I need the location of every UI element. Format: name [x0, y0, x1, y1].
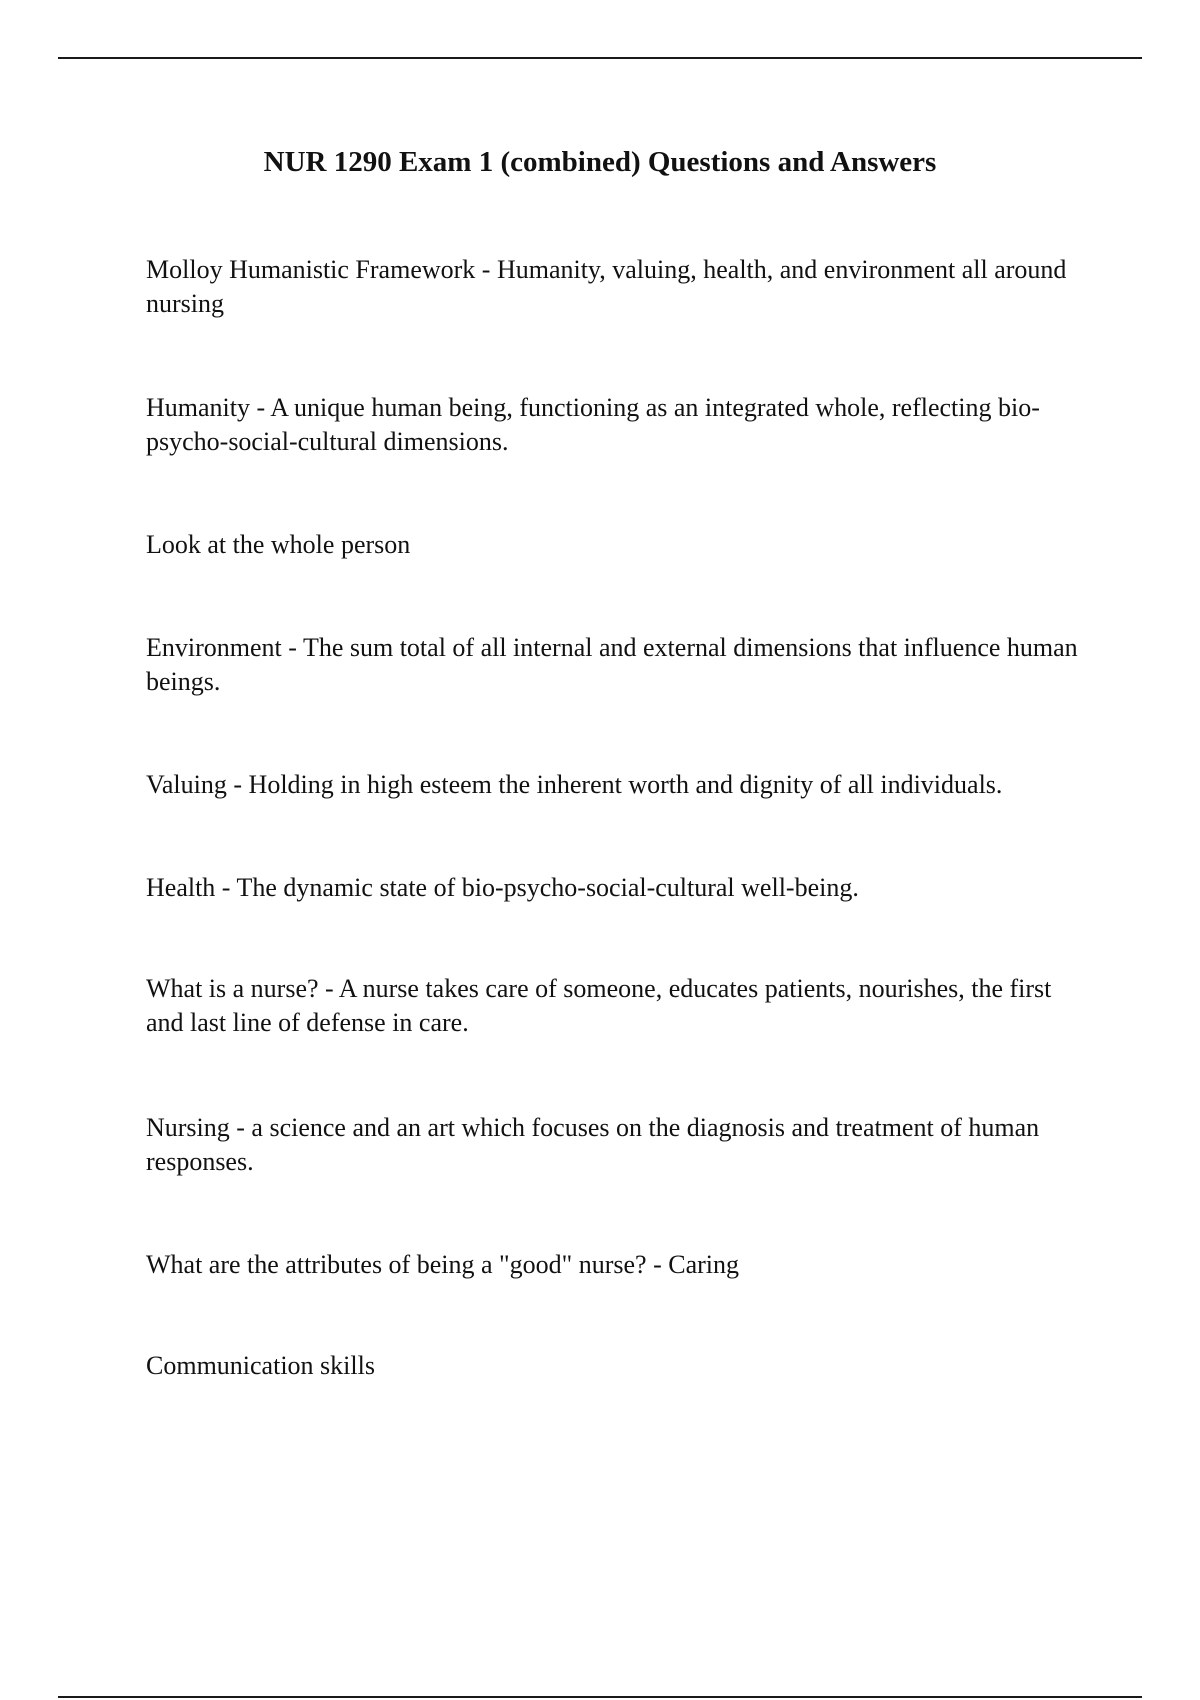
- entry-good-nurse-attributes: What are the attributes of being a "good" nurse? - Caring: [146, 1250, 740, 1279]
- entry-whole-person: Look at the whole person: [146, 530, 411, 559]
- entry-environment: Environment - The sum total of all internal and external dimensions that influence human beings.: [146, 633, 1078, 696]
- bottom-rule: [58, 1696, 1142, 1698]
- entry-communication-skills: Communication skills: [146, 1351, 375, 1380]
- entry-what-is-nurse: What is a nurse? - A nurse takes care of someone, educates patients, nourishes, the first and last line of defense in care.: [146, 974, 1052, 1037]
- entry-health: Health - The dynamic state of bio-psycho-social-cultural well-being.: [146, 873, 859, 902]
- entry-nursing: Nursing - a science and an art which focuses on the diagnosis and treatment of human responses.: [146, 1113, 1040, 1176]
- entry-molloy-framework: Molloy Humanistic Framework - Humanity, valuing, health, and environment all around nursing: [146, 255, 1067, 318]
- page-title: NUR 1290 Exam 1 (combined) Questions and Answers: [263, 146, 937, 178]
- entry-valuing: Valuing - Holding in high esteem the inherent worth and dignity of all individuals.: [146, 770, 1003, 799]
- top-rule: [58, 57, 1142, 59]
- entry-humanity: Humanity - A unique human being, functioning as an integrated whole, reflecting bio-psycho-social-cultural dimensions.: [146, 393, 1040, 456]
